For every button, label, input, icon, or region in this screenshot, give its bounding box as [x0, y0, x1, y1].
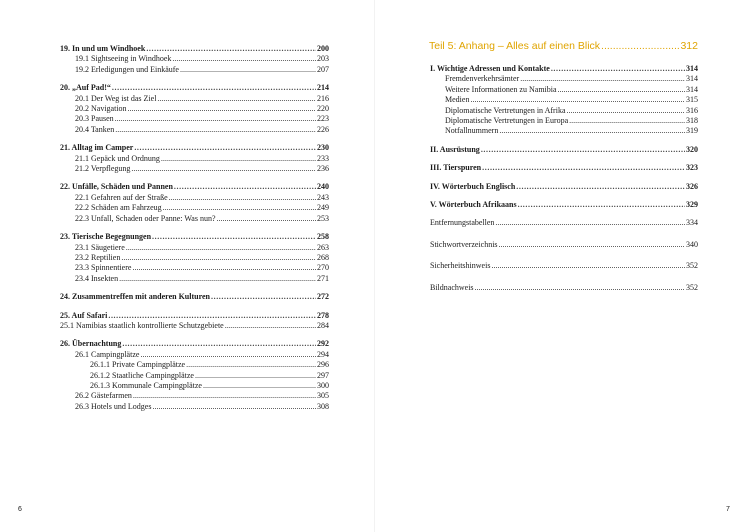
- toc-entry: [60, 381, 329, 391]
- toc-entry-title: 19. In und um Windhoek: [60, 44, 146, 53]
- toc-entry-title: I. Wichtige Adressen und Kontakte: [430, 64, 550, 73]
- toc-spacer: [430, 210, 698, 218]
- toc-spacer: [60, 224, 329, 232]
- toc-spacer: [60, 303, 329, 311]
- leader-dots: [518, 200, 685, 210]
- toc-entry-page: 314: [686, 74, 698, 84]
- toc-entry-title: 22.1 Gefahren auf der Straße: [75, 192, 168, 202]
- toc-entry-title: 20.1 Der Weg ist das Ziel: [75, 93, 157, 103]
- toc-chapter-entry: [60, 44, 329, 54]
- leader-dots: [121, 253, 316, 263]
- leader-dots: [470, 95, 685, 105]
- toc-entry-page: 223: [317, 114, 329, 124]
- toc-entry-title: 23.2 Reptilien: [75, 252, 121, 262]
- toc-entry-title: 19.2 Erledigungen und Einkäufe: [75, 64, 179, 74]
- toc-left-column: [60, 44, 329, 412]
- toc-entry: [430, 116, 698, 126]
- toc-entry-title: IV. Wörterbuch Englisch: [430, 181, 516, 191]
- toc-entry-page: 284: [317, 320, 329, 330]
- leader-dots: [169, 193, 316, 203]
- toc-entry-page: 315: [686, 95, 698, 105]
- toc-entry-page: 268: [317, 252, 329, 262]
- toc-entry-title: 22.3 Unfall, Schaden oder Panne: Was nun?: [75, 213, 216, 223]
- toc-entry-title: 24. Zusammentreffen mit anderen Kulturen: [60, 292, 210, 302]
- toc-entry-title: Sicherheitshinweis: [430, 261, 491, 271]
- toc-entry-page: 207: [317, 64, 329, 74]
- toc-entry: [60, 321, 329, 331]
- leader-dots: [172, 54, 316, 64]
- toc-entry-page: 236: [317, 164, 329, 174]
- toc-entry-page: 272: [317, 292, 329, 302]
- toc-entry: [60, 125, 329, 135]
- toc-chapter-entry: [60, 182, 329, 192]
- toc-entry-page: 253: [317, 213, 329, 223]
- toc-entry-title: Diplomatische Vertretungen in Afrika: [445, 105, 566, 115]
- toc-spacer: [60, 174, 329, 182]
- leader-dots: [225, 321, 316, 331]
- leader-dots: [128, 104, 316, 114]
- leader-dots: [481, 145, 685, 155]
- toc-chapter-entry: [60, 339, 329, 349]
- page-number-left: 6: [18, 506, 22, 513]
- toc-entry-title: 20.4 Tanken: [75, 124, 115, 134]
- leader-dots: [203, 381, 316, 391]
- leader-dots: [475, 283, 685, 293]
- toc-entry-page: 296: [317, 360, 329, 370]
- toc-entry-page: 329: [686, 200, 698, 210]
- toc-entry-page: 352: [686, 282, 698, 292]
- part-heading: [429, 40, 698, 52]
- leader-dots: [133, 391, 316, 401]
- toc-chapter-entry: [430, 182, 698, 192]
- toc-entry-title: Notfallnummern: [445, 126, 499, 136]
- leader-dots: [152, 232, 316, 242]
- toc-entry-page: 271: [317, 273, 329, 283]
- leader-dots: [119, 274, 316, 284]
- leader-dots: [146, 44, 316, 54]
- toc-entry-page: 233: [317, 153, 329, 163]
- part-heading-page: 312: [680, 40, 698, 52]
- leader-dots: [122, 339, 316, 349]
- toc-entry-title: 20.2 Navigation: [75, 104, 127, 114]
- page-number-right: 7: [726, 506, 730, 513]
- toc-entry-page: 297: [317, 370, 329, 380]
- toc-entry-title: III. Tierspuren: [430, 163, 482, 173]
- leader-dots: [551, 64, 685, 74]
- toc-entry-page: 216: [317, 93, 329, 103]
- toc-entry-title: Bildnachweis: [430, 282, 474, 292]
- leader-dots: [108, 311, 316, 321]
- toc-chapter-entry: [430, 64, 698, 74]
- toc-entry: [60, 104, 329, 114]
- leader-dots: [601, 40, 679, 52]
- toc-spacer: [60, 135, 329, 143]
- toc-entry-page: 292: [317, 339, 329, 349]
- toc-entry-page: 319: [686, 126, 698, 136]
- toc-entry: [60, 274, 329, 284]
- toc-entry: [430, 283, 698, 293]
- leader-dots: [516, 182, 685, 192]
- leader-dots: [115, 114, 316, 124]
- toc-entry: [430, 74, 698, 84]
- leader-dots: [482, 163, 685, 173]
- toc-entry-title: 23.1 Säugetiere: [75, 242, 125, 252]
- toc-right-column: [430, 64, 698, 304]
- toc-entry: [60, 391, 329, 401]
- toc-entry-title: V. Wörterbuch Afrikaans: [430, 200, 517, 210]
- toc-entry: [60, 371, 329, 381]
- toc-chapter-entry: [60, 292, 329, 302]
- toc-entry-page: 263: [317, 242, 329, 252]
- toc-entry-title: 20. „Auf Pad!“: [60, 83, 111, 93]
- toc-entry: [60, 94, 329, 104]
- toc-entry-title: 26.1 Campingplätze: [75, 349, 140, 359]
- toc-entry-page: 243: [317, 192, 329, 202]
- toc-entry: [60, 65, 329, 75]
- leader-dots: [163, 203, 316, 213]
- toc-entry-title: 25. Auf Safari: [60, 310, 108, 320]
- toc-entry: [60, 350, 329, 360]
- leader-dots: [499, 240, 685, 250]
- leader-dots: [112, 83, 316, 93]
- toc-entry-title: 23.3 Spinnentiere: [75, 263, 132, 273]
- toc-entry-title: 26.2 Gästefarmen: [75, 391, 132, 401]
- part-heading-title: Teil 5: Anhang – Alles auf einen Blick: [429, 40, 601, 52]
- leader-dots: [495, 218, 685, 228]
- leader-dots: [567, 106, 686, 116]
- toc-entry-page: 240: [317, 182, 329, 192]
- toc-chapter-entry: [60, 232, 329, 242]
- toc-entry-title: 23.4 Insekten: [75, 273, 119, 283]
- toc-entry-title: 26.3 Hotels und Lodges: [75, 401, 152, 411]
- toc-entry-title: 19.1 Sightseeing in Windhoek: [75, 54, 172, 64]
- leader-dots: [152, 402, 316, 412]
- toc-entry-page: 314: [686, 64, 698, 73]
- toc-spacer: [430, 137, 698, 145]
- toc-entry-title: Medien: [445, 95, 470, 105]
- toc-entry-page: 323: [686, 163, 698, 173]
- toc-entry-title: 26. Übernachtung: [60, 339, 122, 349]
- toc-entry-page: 230: [317, 143, 329, 153]
- leader-dots: [140, 350, 316, 360]
- toc-spacer: [430, 155, 698, 163]
- toc-spacer: [60, 75, 329, 83]
- toc-entry-page: 314: [686, 84, 698, 94]
- leader-dots: [132, 263, 316, 273]
- toc-chapter-entry: [430, 163, 698, 173]
- toc-entry-title: 22.2 Schäden am Fahrzeug: [75, 203, 162, 213]
- leader-dots: [195, 371, 316, 381]
- toc-entry-page: 270: [317, 263, 329, 273]
- leader-dots: [491, 261, 685, 271]
- toc-entry-title: Entfernungstabellen: [430, 218, 495, 228]
- toc-entry: [430, 261, 698, 271]
- leader-dots: [157, 94, 316, 104]
- toc-entry-title: 26.1.1 Private Campingplätze: [90, 360, 186, 370]
- toc-entry-page: 226: [317, 124, 329, 134]
- toc-entry-page: 294: [317, 349, 329, 359]
- toc-entry-page: 278: [317, 310, 329, 320]
- leader-dots: [558, 85, 685, 95]
- toc-entry: [430, 240, 698, 250]
- toc-entry-title: 22. Unfälle, Schäden und Pannen: [60, 182, 173, 192]
- toc-entry: [60, 402, 329, 412]
- toc-entry: [60, 203, 329, 213]
- toc-entry-page: 220: [317, 104, 329, 114]
- leader-dots: [217, 214, 316, 224]
- toc-entry: [430, 218, 698, 228]
- leader-dots: [499, 126, 685, 136]
- toc-entry-page: 318: [686, 116, 698, 126]
- toc-entry: [60, 263, 329, 273]
- leader-dots: [520, 74, 685, 84]
- toc-entry-page: 352: [686, 261, 698, 271]
- leader-dots: [186, 360, 316, 370]
- leader-dots: [211, 292, 316, 302]
- leader-dots: [174, 182, 316, 192]
- toc-entry-page: 249: [317, 203, 329, 213]
- toc-entry: [430, 85, 698, 95]
- toc-entry: [60, 164, 329, 174]
- toc-entry-title: 25.1 Namibias staatlich kontrollierte Schutzgebiete: [60, 320, 224, 330]
- toc-entry-page: 334: [686, 218, 698, 228]
- toc-entry-title: 21. Alltag im Camper: [60, 143, 134, 153]
- leader-dots: [569, 116, 685, 126]
- leader-dots: [180, 65, 316, 75]
- toc-entry-page: 305: [317, 391, 329, 401]
- toc-entry: [60, 54, 329, 64]
- toc-entry: [430, 95, 698, 105]
- leader-dots: [131, 164, 316, 174]
- toc-entry-page: 340: [686, 239, 698, 249]
- leader-dots: [115, 125, 316, 135]
- toc-entry-page: 316: [686, 105, 698, 115]
- toc-chapter-entry: [430, 145, 698, 155]
- toc-entry-title: 26.1.2 Staatliche Campingplätze: [90, 370, 194, 380]
- toc-entry-page: 326: [686, 181, 698, 191]
- toc-entry: [60, 360, 329, 370]
- toc-entry-title: Diplomatische Vertretungen in Europa: [445, 116, 569, 126]
- toc-spacer: [60, 284, 329, 292]
- toc-entry-title: 21.1 Gepäck und Ordnung: [75, 153, 160, 163]
- toc-spacer: [430, 192, 698, 200]
- toc-spacer: [60, 331, 329, 339]
- toc-chapter-entry: [430, 200, 698, 210]
- toc-entry-page: 200: [317, 44, 329, 53]
- toc-entry: [60, 253, 329, 263]
- toc-entry: [60, 114, 329, 124]
- right-page: [375, 0, 750, 532]
- toc-entry-title: 20.3 Pausen: [75, 114, 114, 124]
- toc-spacer: [430, 174, 698, 182]
- toc-entry-page: 214: [317, 83, 329, 93]
- toc-entry-title: Stichwortverzeichnis: [430, 239, 498, 249]
- toc-entry-title: 21.2 Verpflegung: [75, 164, 131, 174]
- toc-entry-title: Weitere Informationen zu Namibia: [445, 84, 557, 94]
- toc-entry-page: 258: [317, 232, 329, 242]
- leader-dots: [134, 143, 316, 153]
- toc-chapter-entry: [60, 143, 329, 153]
- toc-entry: [60, 154, 329, 164]
- toc-entry: [60, 243, 329, 253]
- toc-entry: [430, 126, 698, 136]
- leader-dots: [126, 243, 316, 253]
- toc-entry-page: 308: [317, 401, 329, 411]
- toc-chapter-entry: [60, 311, 329, 321]
- toc-entry-title: 26.1.3 Kommunale Campingplätze: [90, 380, 202, 390]
- toc-entry-title: 23. Tierische Begegnungen: [60, 232, 152, 242]
- leader-dots: [161, 154, 316, 164]
- toc-entry-title: Fremdenverkehrsämter: [445, 74, 520, 84]
- toc-chapter-entry: [60, 83, 329, 93]
- toc-entry-page: 300: [317, 380, 329, 390]
- toc-entry: [430, 106, 698, 116]
- toc-entry-page: 320: [686, 144, 698, 154]
- toc-entry-page: 203: [317, 54, 329, 64]
- toc-entry: [60, 193, 329, 203]
- toc-entry-title: II. Ausrüstung: [430, 144, 480, 154]
- toc-entry: [60, 214, 329, 224]
